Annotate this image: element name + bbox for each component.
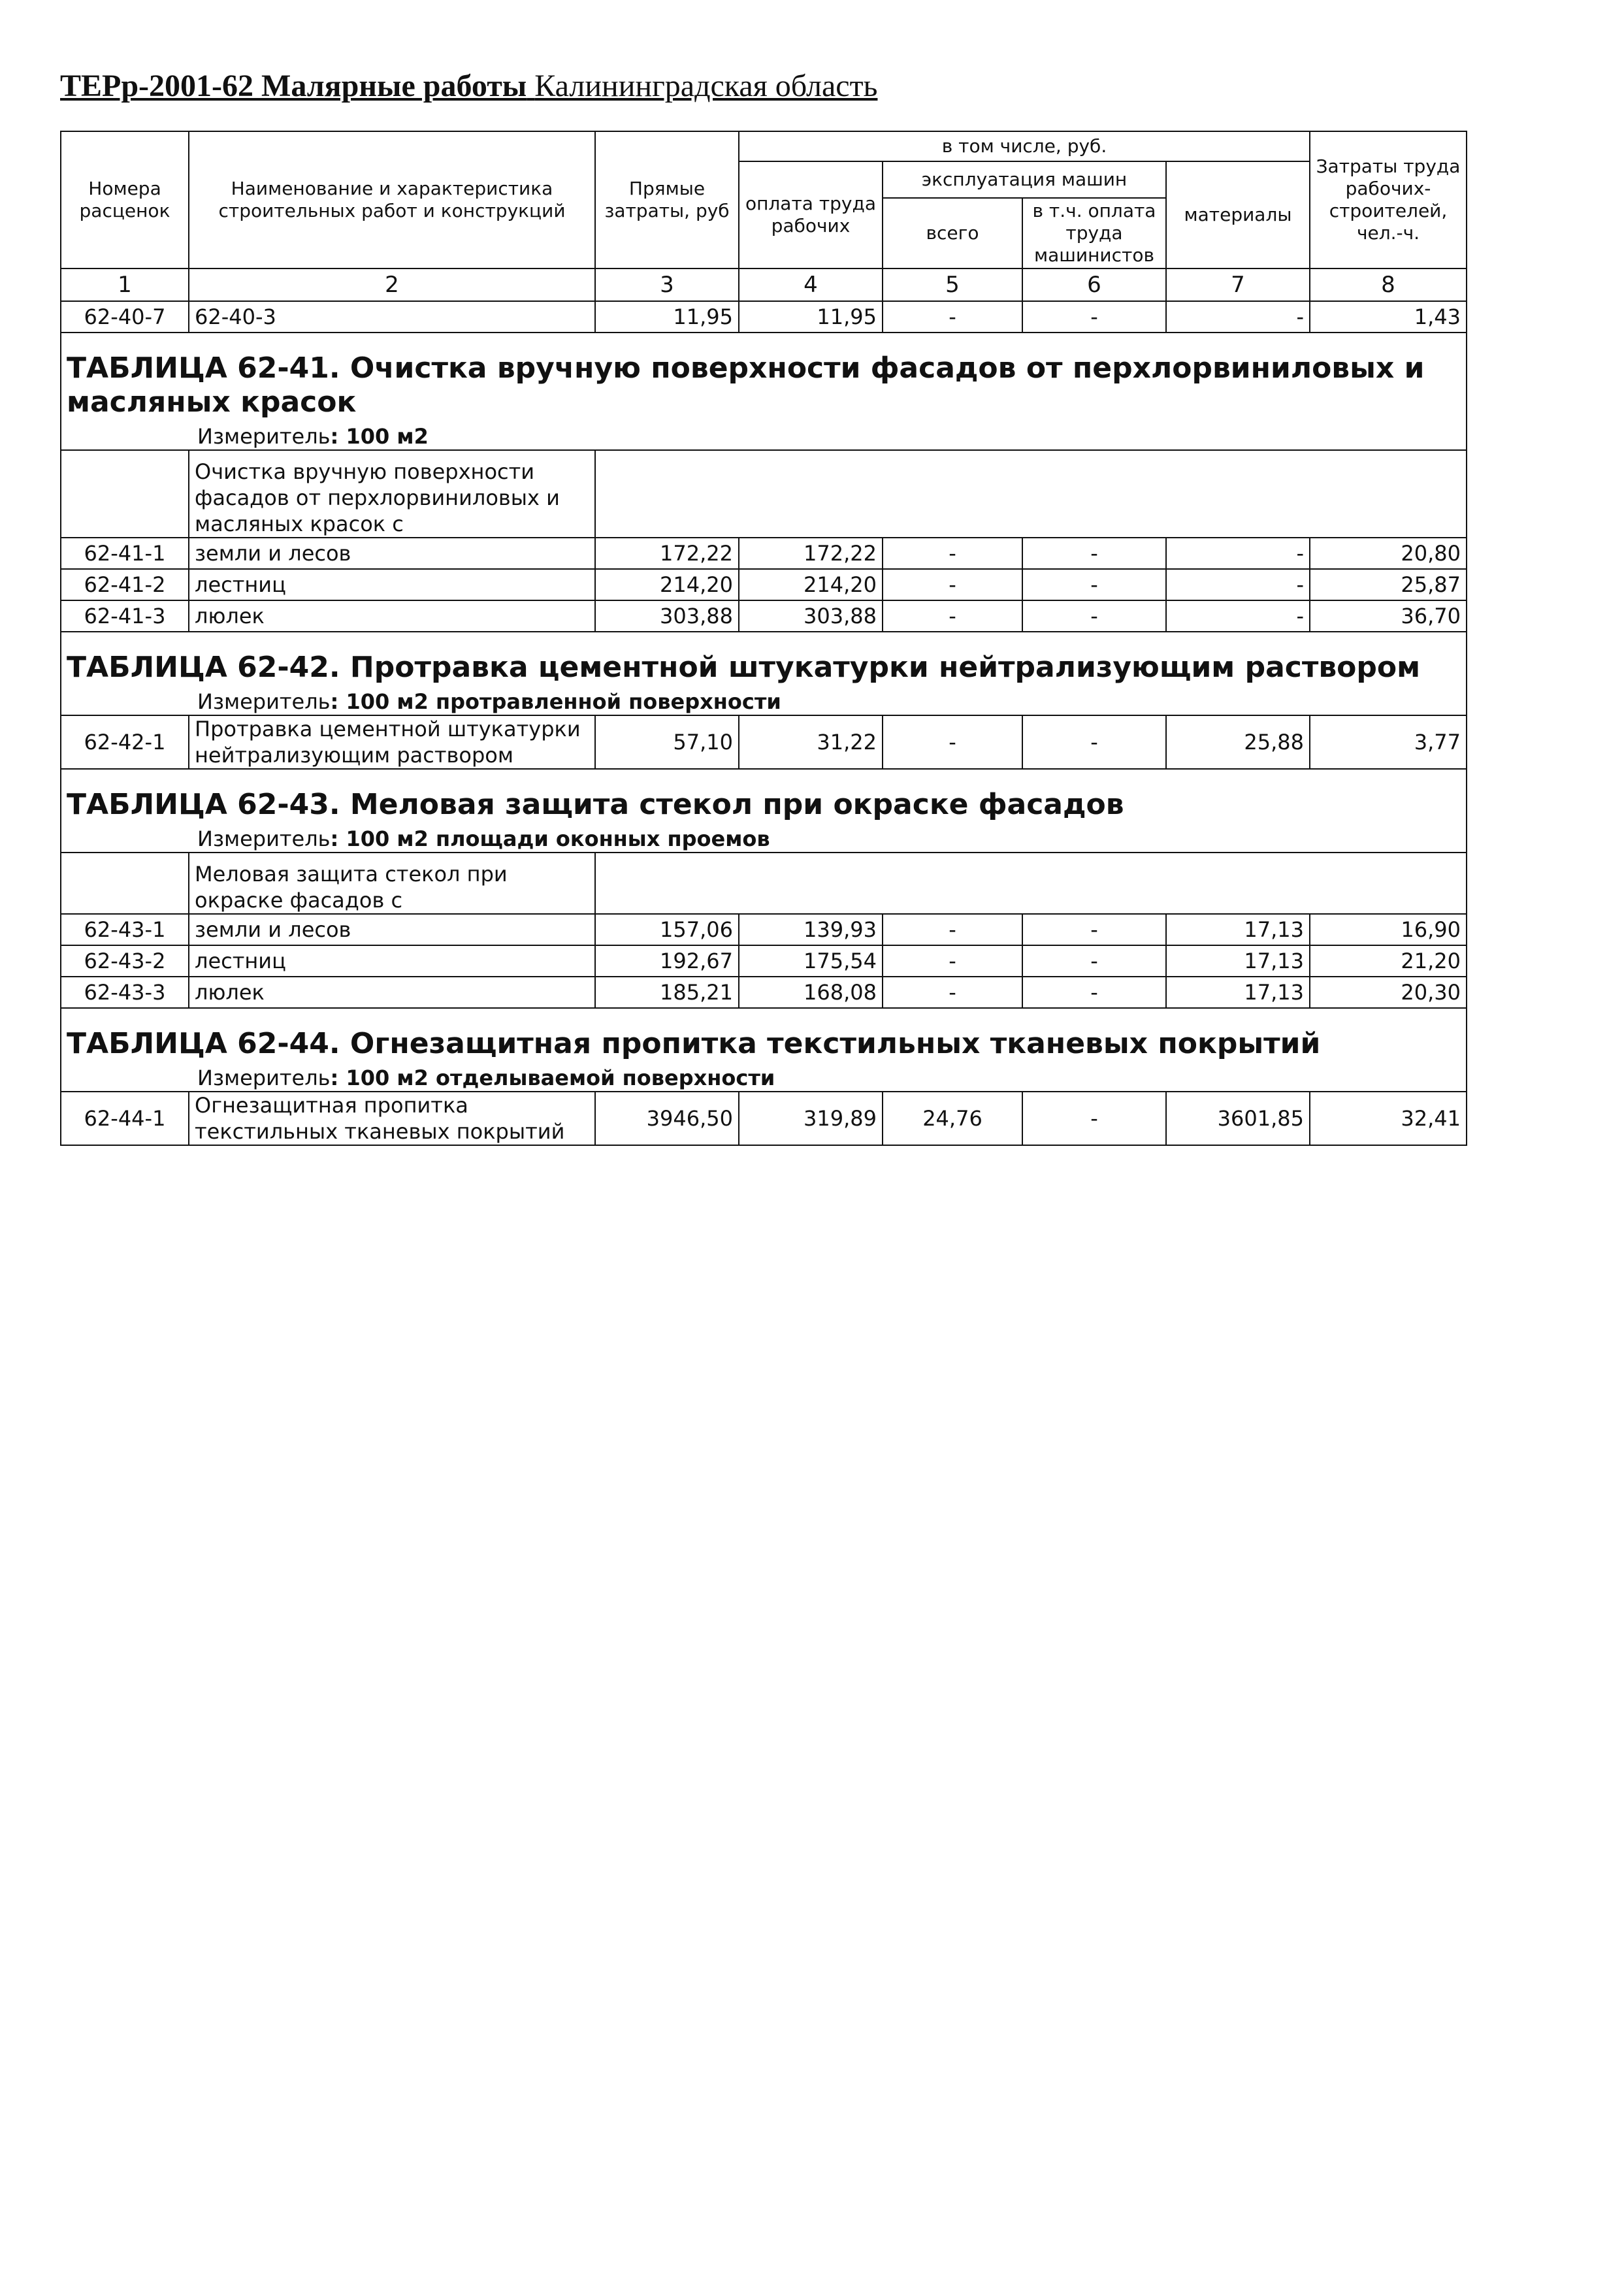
direct-costs: 11,95 — [595, 301, 739, 333]
direct-costs: 185,21 — [595, 977, 739, 1008]
machine-pay: - — [1022, 1092, 1166, 1145]
section-header — [61, 769, 1467, 826]
measure-label: Измеритель — [197, 689, 331, 714]
section-title: ТАБЛИЦА 62-44. Огнезащитная пропитка текстильных тканевых покрытий — [67, 1027, 1321, 1060]
labor-pay: 31,22 — [739, 715, 883, 769]
labor-pay: 175,54 — [739, 945, 883, 977]
work-name: земли и лесов — [189, 538, 595, 569]
rate-code: 62-43-1 — [61, 914, 189, 945]
section-title: ТАБЛИЦА 62-42. Протравка цементной штукатурки нейтрализующим раствором — [67, 651, 1421, 684]
labor-hours: 21,20 — [1310, 945, 1467, 977]
section-title: ТАБЛИЦА 62-41. Очистка вручную поверхности фасадов от перхлорвиниловых и масляных красок — [67, 351, 1425, 419]
table-row — [61, 1092, 1467, 1145]
direct-costs: 192,67 — [595, 945, 739, 977]
section-header — [61, 632, 1467, 689]
table-row — [61, 945, 1467, 977]
machine-pay: - — [1022, 715, 1166, 769]
labor-hours: 32,41 — [1310, 1092, 1467, 1145]
header-machine-total: всего — [883, 198, 1022, 268]
labor-pay: 214,20 — [739, 569, 883, 600]
machine-total: - — [883, 715, 1022, 769]
labor-hours: 16,90 — [1310, 914, 1467, 945]
labor-pay: 319,89 — [739, 1092, 883, 1145]
measure-value: : 100 м2 площади оконных проемов — [330, 826, 770, 851]
header-direct-costs: Прямые затраты, руб — [595, 131, 739, 268]
col-number: 3 — [595, 268, 739, 301]
rate-code: 62-43-2 — [61, 945, 189, 977]
labor-hours: 25,87 — [1310, 569, 1467, 600]
rate-code: 62-41-1 — [61, 538, 189, 569]
machine-total: - — [883, 977, 1022, 1008]
rate-code: 62-40-7 — [61, 301, 189, 333]
header-machine-pay: в т.ч. оплата труда машинистов — [1022, 198, 1166, 268]
labor-pay: 303,88 — [739, 600, 883, 632]
materials: - — [1166, 301, 1310, 333]
measure-value: : 100 м2 — [330, 424, 429, 449]
col-number: 7 — [1166, 268, 1310, 301]
labor-hours: 36,70 — [1310, 600, 1467, 632]
document-title — [60, 68, 877, 104]
rate-code: 62-42-1 — [61, 715, 189, 769]
work-name: земли и лесов — [189, 914, 595, 945]
measure-value: : 100 м2 отделываемой поверхности — [330, 1065, 775, 1090]
work-name: люлек — [189, 977, 595, 1008]
table-row — [61, 600, 1467, 632]
group-intro: Меловая защита стекол при окраске фасадов с — [189, 853, 595, 914]
header-code: Номера расценок — [61, 131, 189, 268]
materials: - — [1166, 569, 1310, 600]
materials: - — [1166, 600, 1310, 632]
table-row — [61, 977, 1467, 1008]
document-title-code: ТЕРр-2001-62 Малярные работы — [60, 69, 527, 103]
section-measure — [61, 689, 1467, 715]
header-labor-hours: Затраты труда рабочих-строителей, чел.-ч. — [1310, 131, 1467, 268]
section-measure — [61, 1065, 1467, 1092]
machine-pay: - — [1022, 914, 1166, 945]
materials: - — [1166, 538, 1310, 569]
machine-pay: - — [1022, 538, 1166, 569]
header-name: Наименование и характеристика строительных работ и конструкций — [189, 131, 595, 268]
work-name: лестниц — [189, 569, 595, 600]
table-row — [61, 715, 1467, 769]
price-table — [60, 131, 1467, 1146]
machine-total: - — [883, 914, 1022, 945]
table-row — [61, 914, 1467, 945]
direct-costs: 157,06 — [595, 914, 739, 945]
col-number: 5 — [883, 268, 1022, 301]
machine-pay: - — [1022, 977, 1166, 1008]
work-name: Протравка цементной штукатурки нейтрализующим раствором — [189, 715, 595, 769]
direct-costs: 303,88 — [595, 600, 739, 632]
group-intro-row — [61, 450, 1467, 538]
measure-line — [67, 1065, 1461, 1091]
direct-costs: 57,10 — [595, 715, 739, 769]
header-machine-operation: эксплуатация машин — [883, 161, 1166, 198]
measure-line — [67, 826, 1461, 852]
materials: 17,13 — [1166, 914, 1310, 945]
labor-hours: 3,77 — [1310, 715, 1467, 769]
measure-value: : 100 м2 протравленной поверхности — [330, 689, 781, 714]
labor-pay: 11,95 — [739, 301, 883, 333]
section-measure — [61, 423, 1467, 450]
section-title: ТАБЛИЦА 62-43. Меловая защита стекол при окраске фасадов — [67, 788, 1124, 821]
machine-total: - — [883, 600, 1022, 632]
table-row — [61, 301, 1467, 333]
col-number: 6 — [1022, 268, 1166, 301]
rate-code: 62-41-3 — [61, 600, 189, 632]
machine-pay: - — [1022, 569, 1166, 600]
machine-pay: - — [1022, 301, 1166, 333]
rate-code: 62-44-1 — [61, 1092, 189, 1145]
work-name: 62-40-3 — [189, 301, 595, 333]
work-name: люлек — [189, 600, 595, 632]
work-name: Огнезащитная пропитка текстильных тканевых покрытий — [189, 1092, 595, 1145]
measure-line — [67, 423, 1461, 449]
materials: 17,13 — [1166, 945, 1310, 977]
table-row — [61, 569, 1467, 600]
group-intro-row — [61, 853, 1467, 914]
col-number: 8 — [1310, 268, 1467, 301]
section-header — [61, 333, 1467, 423]
measure-label: Измеритель — [197, 826, 331, 851]
rate-code: 62-43-3 — [61, 977, 189, 1008]
table-row — [61, 538, 1467, 569]
machine-total: - — [883, 945, 1022, 977]
direct-costs: 214,20 — [595, 569, 739, 600]
machine-total: 24,76 — [883, 1092, 1022, 1145]
measure-label: Измеритель — [197, 424, 331, 449]
group-intro: Очистка вручную поверхности фасадов от перхлорвиниловых и масляных красок с — [189, 450, 595, 538]
machine-pay: - — [1022, 945, 1166, 977]
direct-costs: 172,22 — [595, 538, 739, 569]
labor-pay: 139,93 — [739, 914, 883, 945]
labor-hours: 20,30 — [1310, 977, 1467, 1008]
machine-total: - — [883, 569, 1022, 600]
header-labor-pay: оплата труда рабочих — [739, 161, 883, 268]
col-number: 2 — [189, 268, 595, 301]
labor-hours: 1,43 — [1310, 301, 1467, 333]
machine-pay: - — [1022, 600, 1166, 632]
header-materials: материалы — [1166, 161, 1310, 268]
measure-label: Измеритель — [197, 1065, 331, 1090]
measure-line — [67, 689, 1461, 715]
labor-pay: 168,08 — [739, 977, 883, 1008]
document-title-region: Калининградская область — [534, 69, 878, 103]
labor-hours: 20,80 — [1310, 538, 1467, 569]
rate-code: 62-41-2 — [61, 569, 189, 600]
section-measure — [61, 826, 1467, 853]
materials: 25,88 — [1166, 715, 1310, 769]
machine-total: - — [883, 538, 1022, 569]
work-name: лестниц — [189, 945, 595, 977]
section-header — [61, 1008, 1467, 1065]
col-number: 4 — [739, 268, 883, 301]
materials: 3601,85 — [1166, 1092, 1310, 1145]
labor-pay: 172,22 — [739, 538, 883, 569]
col-number: 1 — [61, 268, 189, 301]
materials: 17,13 — [1166, 977, 1310, 1008]
header-including: в том числе, руб. — [739, 131, 1310, 161]
direct-costs: 3946,50 — [595, 1092, 739, 1145]
machine-total: - — [883, 301, 1022, 333]
